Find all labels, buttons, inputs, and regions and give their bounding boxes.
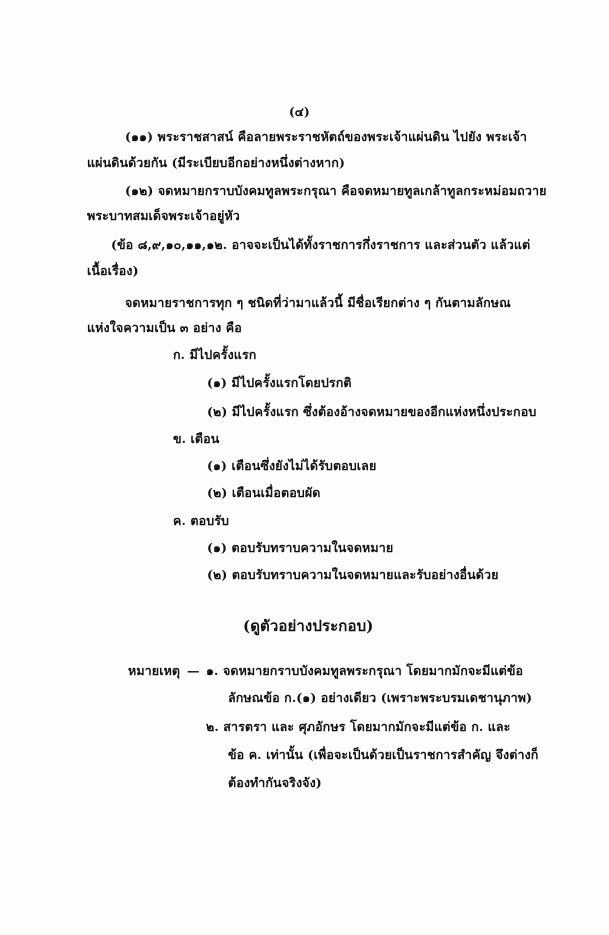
outline-item-b: ข. เตือน bbox=[173, 431, 220, 446]
note-line-2: เนื้อเรื่อง) bbox=[87, 263, 139, 278]
remark-1-line-1: ๑. จดหมายกราบบังคมทูลพระกรุณา โดยมากมักจะมีแต่ข้อ bbox=[206, 663, 524, 678]
remark-2-line-1: ๒. สารตรา และ ศุภอักษร โดยมากมักจะมีแต่ข้อ ก. และ bbox=[206, 719, 511, 734]
note-line-1: (ข้อ ๘,๙,๑๐,๑๑,๑๒. อาจจะเป็นได้ทั้งราชการกึ่งราชการ และส่วนตัว แล้วแต่ bbox=[111, 237, 531, 252]
outline-item-c1: (๑) ตอบรับทราบความในจดหมาย bbox=[207, 540, 394, 555]
remark-2-line-3: ต้องทำกันจริงจัง) bbox=[228, 775, 322, 790]
remark-1-line-2: ลักษณข้อ ก.(๑) อย่างเดียว (เพราะพระบรมเดชานุภาพ) bbox=[228, 690, 533, 705]
outline-item-b1: (๑) เตือนซึ่งยังไม่ได้รับตอบเลย bbox=[207, 458, 377, 473]
remarks-label: หมายเหตุ bbox=[128, 663, 181, 678]
paragraph-12-line-1: (๑๒) จดหมายกราบบังคมทูลพระกรุณา คือจดหมายทูลเกล้าทูลกระหม่อมถวาย bbox=[125, 183, 547, 198]
page-number: (๔) bbox=[289, 105, 310, 119]
outline-item-c: ค. ตอบรับ bbox=[173, 513, 230, 528]
outline-item-a2: (๒) มีไปครั้งแรก ซึ่งต้องอ้างจดหมายของอีกแห่งหนึ่งประกอบ bbox=[207, 404, 537, 419]
intro-line-2: แห่งใจความเป็น ๓ อย่าง คือ bbox=[87, 320, 242, 335]
paragraph-11-line-1: (๑๑) พระราชสาสน์ คือลายพระราชหัตถ์ของพระเจ้าแผ่นดิน ไปยัง พระเจ้า bbox=[125, 129, 528, 144]
intro-line-1: จดหมายราชการทุก ๆ ชนิดที่ว่ามาแล้วนี้ มีชื่อเรียกต่าง ๆ กันตามลักษณ bbox=[125, 295, 511, 310]
outline-item-a: ก. มีไปครั้งแรก bbox=[173, 347, 257, 362]
paragraph-12-line-2: พระบาทสมเด็จพระเจ้าอยู่หัว bbox=[87, 208, 240, 223]
remarks-dash: — bbox=[187, 663, 200, 678]
outline-item-c2: (๒) ตอบรับทราบความในจดหมายและรับอย่างอื่นด้วย bbox=[207, 567, 499, 582]
outline-item-b2: (๒) เตือนเมื่อตอบผัด bbox=[207, 485, 321, 500]
remark-2-line-2: ข้อ ค. เท่านั้น (เพื่อจะเป็นด้วยเป็นราชการสำคัญ จึงต่างก็ bbox=[228, 747, 539, 762]
outline-item-a1: (๑) มีไปครั้งแรกโดยปรกติ bbox=[207, 375, 352, 390]
example-heading: (ดูตัวอย่างประกอบ) bbox=[243, 617, 374, 635]
paragraph-11-line-2: แผ่นดินด้วยกัน (มีระเบียบอีกอย่างหนึ่งต่างหาก) bbox=[87, 155, 345, 170]
